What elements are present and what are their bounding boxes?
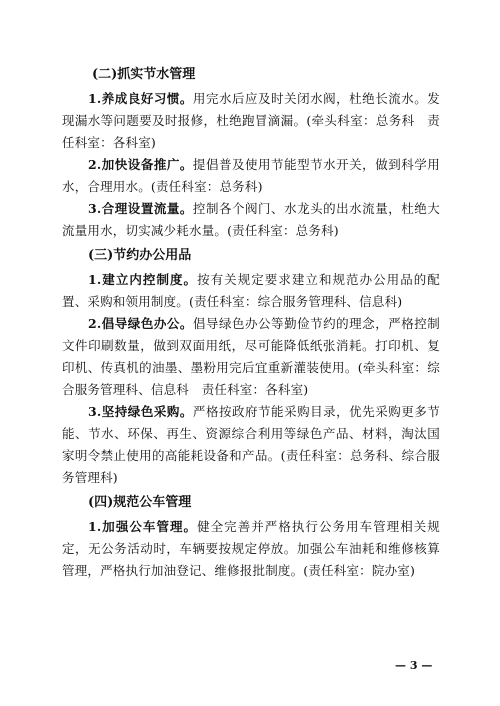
paragraph-lead: 2.倡导绿色办公。 bbox=[88, 316, 193, 331]
paragraph-lead: 1.养成良好习惯。 bbox=[88, 91, 193, 106]
document-body bbox=[62, 61, 440, 582]
paragraph-lead: 1.建立内控制度。 bbox=[88, 272, 198, 287]
paragraph-lead: 3.坚持绿色采购。 bbox=[88, 404, 193, 419]
paragraph-lead: 3.合理设置流量。 bbox=[88, 201, 193, 216]
paragraph-text: 健全完善并严格执行公务用车管理相关规定，无公务活动时，车辆要按规定停放。加强公车油耗和维修核算管理，严格执行加油登记、维修报批制度。(责任科室：院办室) bbox=[62, 519, 440, 578]
paragraph-lead: 1.加强公车管理。 bbox=[88, 519, 198, 534]
paragraph-office-3 bbox=[62, 401, 440, 489]
paragraph-water-3 bbox=[62, 198, 440, 242]
paragraph-water-2 bbox=[62, 154, 440, 198]
section-heading-office-supplies: (三)节约办公用品 bbox=[88, 248, 192, 263]
paragraph-text: 倡导绿色办公等勤俭节约的理念，严格控制文件印刷数量，做到双面用纸，尽可能降低纸张消耗。打印机、复印机、传真机的油墨、墨粉用完后宜重新灌装使用。(牵头科室：综合服务管理科、信息科 责任科室：各科室) bbox=[62, 316, 440, 397]
paragraph-office-2 bbox=[62, 313, 440, 401]
paragraph-text: 严格按政府节能采购目录，优先采购更多节能、节水、环保、再生、资源综合利用等绿色产品、材料，淘汰国家明令禁止使用的高能耗设备和产品。(责任科室：总务科、综合服务管理科) bbox=[62, 404, 440, 485]
paragraph-vehicle-1 bbox=[62, 516, 440, 582]
paragraph-water-1 bbox=[62, 88, 440, 154]
paragraph-text: 按有关规定要求建立和规范办公用品的配置、采购和领用制度。(责任科室：综合服务管理科、信息科) bbox=[62, 272, 440, 309]
paragraph-office-1 bbox=[62, 269, 440, 313]
paragraph-lead: 2.加快设备推广。 bbox=[88, 157, 193, 172]
paragraph-text: 用完水后应及时关闭水阀，杜绝长流水。发现漏水等问题要及时报修，杜绝跑冒滴漏。(牵头科室：总务科 责任科室：各科室) bbox=[62, 91, 440, 150]
section-heading-vehicles: (四)规范公车管理 bbox=[88, 495, 192, 510]
paragraph-text: 控制各个阀门、水龙头的出水流量，杜绝大流量用水，切实减少耗水量。(责任科室：总务科) bbox=[62, 201, 440, 238]
section-heading-water: (二)抓实节水管理 bbox=[92, 67, 196, 82]
page-number: — 3 — bbox=[395, 659, 433, 672]
paragraph-text: 提倡普及使用节能型节水开关，做到科学用水，合理用水。(责任科室：总务科) bbox=[62, 157, 440, 194]
